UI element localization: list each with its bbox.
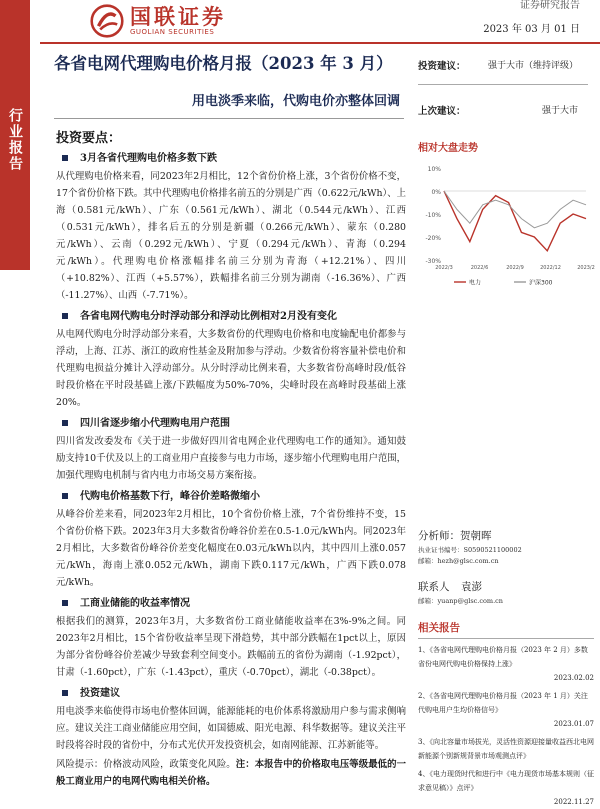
cert-number: S0590521100002 <box>463 546 522 554</box>
email-label: 邮箱： <box>418 557 438 565</box>
section-heading: 工商业储能的收益率情况 <box>56 593 406 613</box>
risk-prefix: 风险提示：价格波动风险，政策变化风险。 <box>56 759 236 770</box>
invest-label: 投资建议： <box>418 61 466 72</box>
prev-label: 上次建议： <box>418 106 466 117</box>
section-body: 根据我们的测算，2023年3月，大多数省份工商业储能收益率在3%-9%之间。同2023年2月相比，15个省份收益率呈现下滑趋势，其中部分跌幅在1pct以上，原因为部分省份峰谷价差减少导致套利空间变小。跌幅前五的省份为湖南（-1.92pct），甘肃（-1.60pct），广东（-1.43pct），重庆（-0.70pct），湖北（-0.38pct）。 <box>56 616 406 678</box>
square-bullet-icon <box>62 493 68 499</box>
x-tick-label: 2023/2 <box>577 265 595 271</box>
square-bullet-icon <box>62 600 68 606</box>
investment-rating <box>418 50 588 74</box>
x-tick-label: 2022/3 <box>435 265 453 271</box>
y-tick-label: -30% <box>425 258 441 265</box>
key-points-title: 投资要点： <box>56 131 122 146</box>
rating-divider <box>418 84 588 85</box>
related-item[interactable]: 3、《向北容量市场拔光，灵活性资源迎接量收益西北电网新能源个别新规背景市场观测点评》 <box>418 738 594 760</box>
square-bullet-icon <box>62 690 68 696</box>
section-heading: 投资建议 <box>56 683 406 703</box>
report-type: 证券研究报告 <box>520 0 580 11</box>
legend-label: 电力 <box>469 279 482 287</box>
cert-label: 执业证书编号： <box>418 546 464 554</box>
report-category-band <box>0 0 30 270</box>
section-body: 从峰谷价差来看，同2023年2月相比，10个省份价格上涨，7个省份维持不变，15个省份价格下跌。2023年3月大多数省份峰谷价差在0.5-1.0元/kWh内。同2023年2月相比，大多数省份峰谷价差变化幅度在0.03元/kWh以内，其中四川上涨0.057元/kWh，海南上涨0.052元/kWh，湖南下跌0.117元/kWh，广西下跌0.078元/kWh。 <box>56 509 406 588</box>
logo-chinese-name: 国联证券 <box>130 5 226 29</box>
analyst-name: 贺朝晖 <box>460 530 492 542</box>
chart-title: 相对大盘走势 <box>418 143 478 154</box>
report-title: 各省电网代理购电价格月报（2023 年 3 月） <box>54 54 393 73</box>
invest-value: 强于大市（维持评级） <box>487 61 578 71</box>
title-divider <box>54 118 404 119</box>
company-logo <box>90 3 250 39</box>
previous-rating <box>418 95 588 119</box>
section-body: 从代理购电价格来看，同2023年2月相比，12个省份价格上涨，3个省份价格不变，17个省份价格下跌。其中代理购电价格排名前五的分别是广西（0.622元/kWh）、上海（0.581元/kWh）、广东（0.561元/kWh）、湖北（0.544元/kWh）、江西（0.531元/kWh），排名后五的分别是新疆（0.266元/kWh）、蒙东（0.280元/kWh）、云南（0.292元/kWh）、宁夏（0.294元/kWh）、青海（0.294元/kWh）。代理购电价格涨幅排名前三分别为青海（+12.21%）、四川（+10.82%）、江西（+5.57%），跌幅排名前三分别为湖南（-16.36%）、广西（-11.27%）、山西（-7.71%）。 <box>56 171 406 301</box>
contact-role: 联系人 <box>418 581 450 593</box>
report-subtitle: 用电淡季来临，代购电价亦整体回调 <box>191 94 400 109</box>
line-chart <box>418 162 595 290</box>
relative-performance-chart <box>418 162 595 290</box>
analyst-email[interactable]: hezh@glsc.com.cn <box>437 557 499 565</box>
section-heading: 四川省逐步缩小代理购电用户范围 <box>56 413 406 433</box>
key-points-body <box>56 148 406 792</box>
contact-email-label: 邮箱： <box>418 597 438 605</box>
right-column <box>418 50 595 290</box>
related-item[interactable]: 2、《各省电网代理购电价格月报（2023 年 1 月）关注代购电用户生均价格信号》 2023.01.07 <box>418 692 594 728</box>
contact-name: 袁澎 <box>460 581 482 593</box>
prev-value: 强于大市 <box>541 106 578 116</box>
section-body: 用电淡季来临使得市场电价整体回调，能源能耗的电价体系将激励用户参与需求侧响应。建议关注工商业储能应用空间，如国德威、阳光电源、科华数据等。建议关注平时段将谷时段的省份中，分布式光伏开发投资机会，如南网能源、江苏新能等。 <box>56 706 406 751</box>
analyst-info <box>418 528 594 605</box>
x-tick-label: 2022/9 <box>506 265 524 271</box>
logo-english-name: GUOLIAN SECURITIES <box>130 28 215 36</box>
analyst-role: 分析师： <box>418 530 460 542</box>
series-line-1 <box>444 191 586 228</box>
risk-notice <box>56 756 406 790</box>
section-heading: 各省电网代购电分时浮动部分和浮动比例相对2月没有变化 <box>56 306 406 326</box>
related-item[interactable]: 1、《各省电网代理购电价格月报（2023 年 2 月）多数省份电网代购电价格保持上涨》 2023.02.02 <box>418 646 594 682</box>
report-date: 2023 年 03 月 01 日 <box>483 24 580 35</box>
y-tick-label: -10% <box>425 212 441 219</box>
category-line-1: 行业报告 <box>7 108 23 172</box>
risk-note: 注：本报告中的价格取电压等级最低的一般工商业用户的电网代购电相关价格。 <box>56 759 406 787</box>
y-tick-label: -20% <box>425 235 441 242</box>
header-divider <box>40 42 600 44</box>
section-body: 四川省发改委发布《关于进一步做好四川省电网企业代理购电工作的通知》。通知鼓励支持10千伏及以上的工商业用户直接参与电力市场，逐步缩小代理购电用户范围，加强代理购电机制与省内电力市场交易方案衔接。 <box>56 436 406 481</box>
related-item[interactable]: 4、《电力现货时代和进行中《电力现货市场基本规则（征求意见稿）》点评》 2022.11.27 <box>418 770 594 806</box>
square-bullet-icon <box>62 420 68 426</box>
section-heading: 3月各省代理购电价格多数下跌 <box>56 148 406 168</box>
x-tick-label: 2022/6 <box>470 265 489 271</box>
related-title: 相关报告 <box>418 620 594 639</box>
legend-label: 沪深300 <box>529 279 553 287</box>
section-body: 从电网代购电分时浮动部分来看，大多数省份的代理购电价格和电度输配电价都参与浮动，上海、江苏、浙江的政府性基金及附加参与浮动。少数省份将容量补偿电价和代理购电损益分摊计入浮动部分。从分时浮动比例来看，大多数省份高峰时段/低谷时段价格在平时段基础上涨/下跌幅度为50%-70%，尖峰时段在高峰时段基础上涨20%。 <box>56 329 406 408</box>
x-tick-label: 2022/12 <box>540 265 561 271</box>
related-reports <box>418 620 594 809</box>
logo-mark-icon <box>90 4 124 38</box>
contact-email[interactable]: yuanp@glsc.com.cn <box>437 597 503 605</box>
series-line-0 <box>444 191 586 251</box>
y-tick-label: 10% <box>427 166 441 173</box>
y-tick-label: 0% <box>431 189 441 196</box>
square-bullet-icon <box>62 155 68 161</box>
section-heading: 代购电价格基数下行，峰谷价差略微缩小 <box>56 486 406 506</box>
square-bullet-icon <box>62 313 68 319</box>
page-header <box>30 0 600 40</box>
